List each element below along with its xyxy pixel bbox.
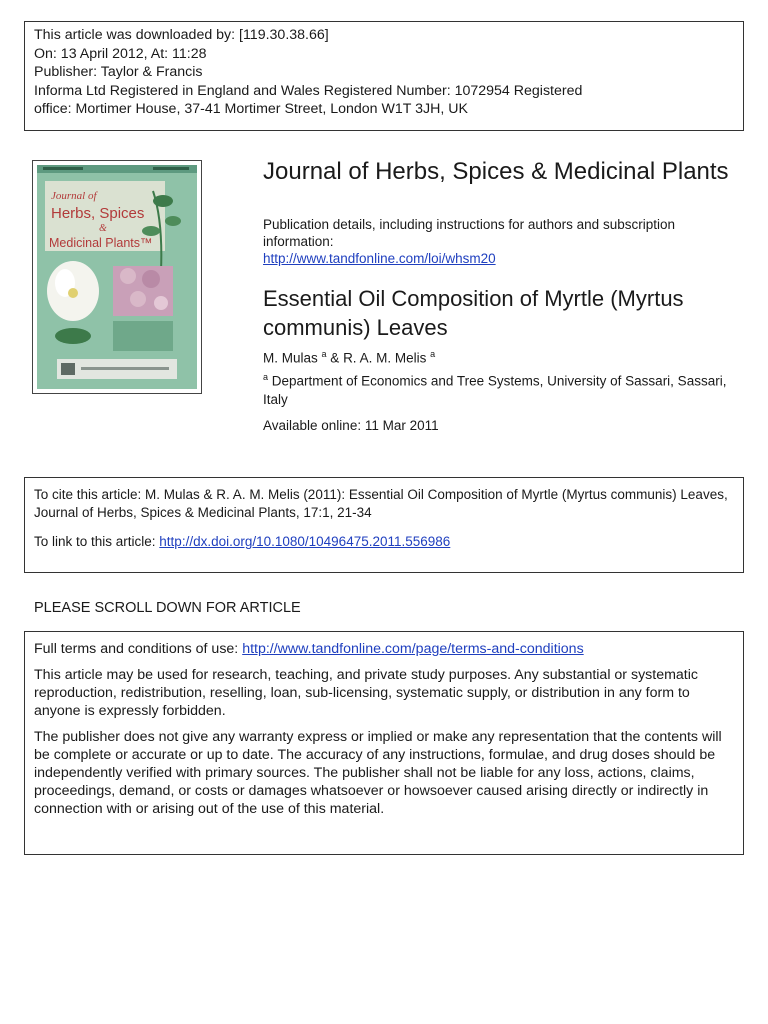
cover-title-line: Journal of — [51, 190, 97, 202]
doi-link[interactable]: http://dx.doi.org/10.1080/10496475.2011.556986 — [159, 534, 451, 549]
doi-link-label: To link to this article: — [34, 534, 160, 549]
download-line: Publisher: Taylor & Francis — [34, 64, 203, 81]
terms-link[interactable]: http://www.tandfonline.com/page/terms-and-conditions — [242, 641, 584, 657]
author-name: M. Mulas — [263, 350, 318, 366]
affiliation-marker: a — [430, 349, 436, 359]
cover-title-line: Herbs, Spices — [51, 205, 145, 222]
download-line: Informa Ltd Registered in England and Wales Registered Number: 1072954 Registered — [34, 82, 583, 99]
terms-paragraph: The publisher does not give any warranty express or implied or make any representation that the contents will be complete or accurate or up to date. The accuracy of any instructions, formulae, and drug doses should be independently verified with primary sources. The publisher shall not be liable for any loss, actions, claims, proceedings, demand, or costs or damages whatsoever or howsoever caused arising directly or indirectly in connection with or arising out of the use of this material. — [34, 729, 722, 817]
cover-title-line: & — [99, 223, 107, 234]
publication-details — [263, 216, 733, 267]
cover-title-line: Medicinal Plants™ — [49, 236, 153, 250]
affiliation-text: Department of Economics and Tree Systems, University of Sassari, Sassari, Italy — [263, 373, 727, 407]
terms-box — [24, 631, 744, 855]
terms-link-line — [34, 640, 734, 658]
author-name: R. A. M. Melis — [343, 350, 427, 366]
scroll-notice: PLEASE SCROLL DOWN FOR ARTICLE — [34, 600, 301, 616]
article-title: Essential Oil Composition of Myrtle (Myrtus communis) Leaves — [263, 286, 684, 340]
download-line: This article was downloaded by: [119.30.38.66] — [34, 27, 329, 43]
authors — [263, 346, 435, 367]
affiliation-marker: a — [263, 372, 269, 382]
download-line: office: Mortimer House, 37-41 Mortimer Street, London W1T 3JH, UK — [34, 101, 468, 118]
affiliation — [263, 368, 743, 409]
citation-box — [24, 477, 744, 573]
journal-link[interactable]: http://www.tandfonline.com/loi/whsm20 — [263, 251, 496, 266]
terms-paragraph: This article may be used for research, teaching, and private study purposes. Any substantial or systematic reproduction, redistribution, reselling, loan, sub-licensing, systematic supply, or distribution in any form to anyone is expressly forbidden. — [34, 667, 698, 719]
terms-label: Full terms and conditions of use: — [34, 641, 243, 657]
author-separator: & — [326, 350, 344, 366]
publication-details-text: Publication details, including instructions for authors and subscription information: — [263, 217, 675, 249]
journal-cover-image — [32, 160, 202, 394]
journal-cover-illustration — [33, 161, 201, 393]
available-online-date: Available online: 11 Mar 2011 — [263, 418, 439, 433]
download-line: On: 13 April 2012, At: 11:28 — [34, 45, 207, 62]
download-info-box — [24, 21, 744, 131]
affiliation-marker: a — [321, 349, 327, 359]
doi-link-line — [34, 533, 734, 551]
journal-title: Journal of Herbs, Spices & Medicinal Plants — [263, 158, 729, 185]
citation-text: To cite this article: M. Mulas & R. A. M. Melis (2011): Essential Oil Composition of Myrtle (Myrtus communis) Leaves, Journal of Herbs, Spices & Medicinal Plants, 17:1, 21-34 — [34, 487, 728, 520]
